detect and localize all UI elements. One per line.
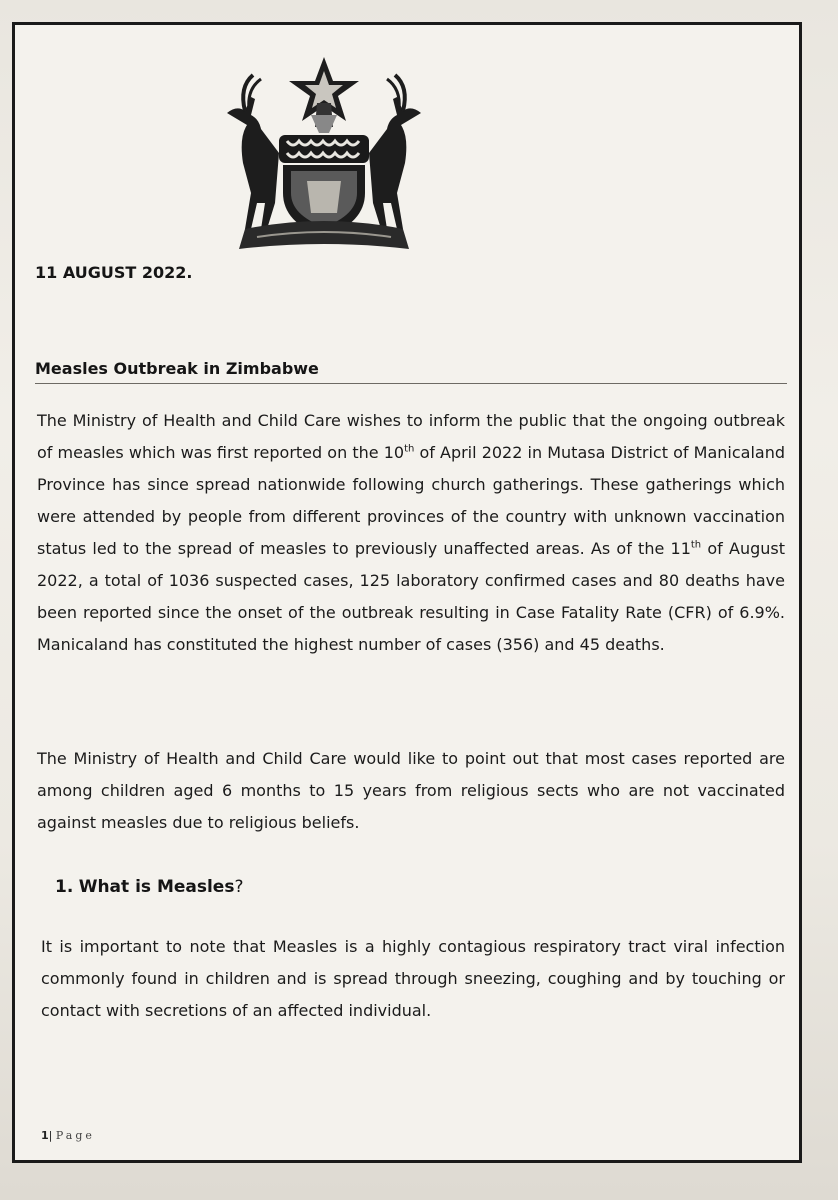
document-date: 11 AUGUST 2022.	[35, 263, 193, 282]
heading-divider	[35, 383, 787, 384]
paragraph1-part-a: The Ministry of Health and Child Care wishes to inform the public that the ongoing outbreak of measles which was first reported on the 10	[37, 411, 785, 462]
paragraph1-part-c: of August 2022, a total of 1036 suspected cases, 125 laboratory confirmed cases and 80 deaths have been reported since the onset of the outbreak resulting in Case Fatality Rate (CFR) of 6.9%. Manicaland has constituted the highest number of cases (356) and 45 deaths.	[37, 539, 785, 654]
section-heading-what-is-measles	[55, 877, 243, 897]
page-footer	[41, 1129, 95, 1142]
paragraph1-part-b: of April 2022 in Mutasa District of Manicaland Province has since spread nationwide following church gatherings. These gatherings which were attended by people from different provinces of the country with unknown vaccination status led to the spread of measles to previously unaffected areas. As of the 11	[37, 443, 785, 558]
page-number: 1	[41, 1129, 49, 1142]
coat-of-arms-emblem	[217, 53, 431, 253]
section-number: 1.	[55, 877, 74, 897]
paragraph-outbreak-summary	[37, 405, 785, 661]
footer-separator: |	[48, 1129, 53, 1142]
superscript-th: th	[690, 539, 702, 551]
page-border-frame	[12, 22, 802, 1163]
paragraph-measles-definition: It is important to note that Measles is a highly contagious respiratory tract viral infection commonly found in children and is spread through sneezing, coughing and by touching or contact with secretions of an affected individual.	[41, 937, 785, 1020]
superscript-th: th	[404, 443, 415, 455]
paragraph-affected-groups: The Ministry of Health and Child Care would like to point out that most cases reported are among children aged 6 months to 15 years from religious sects who are not vaccinated against measles due to religious beliefs.	[37, 749, 785, 832]
section-title: What is Measles	[78, 877, 235, 897]
section-title-suffix: ?	[234, 877, 244, 897]
document-heading: Measles Outbreak in Zimbabwe	[35, 359, 319, 378]
page-word: Page	[55, 1129, 95, 1142]
